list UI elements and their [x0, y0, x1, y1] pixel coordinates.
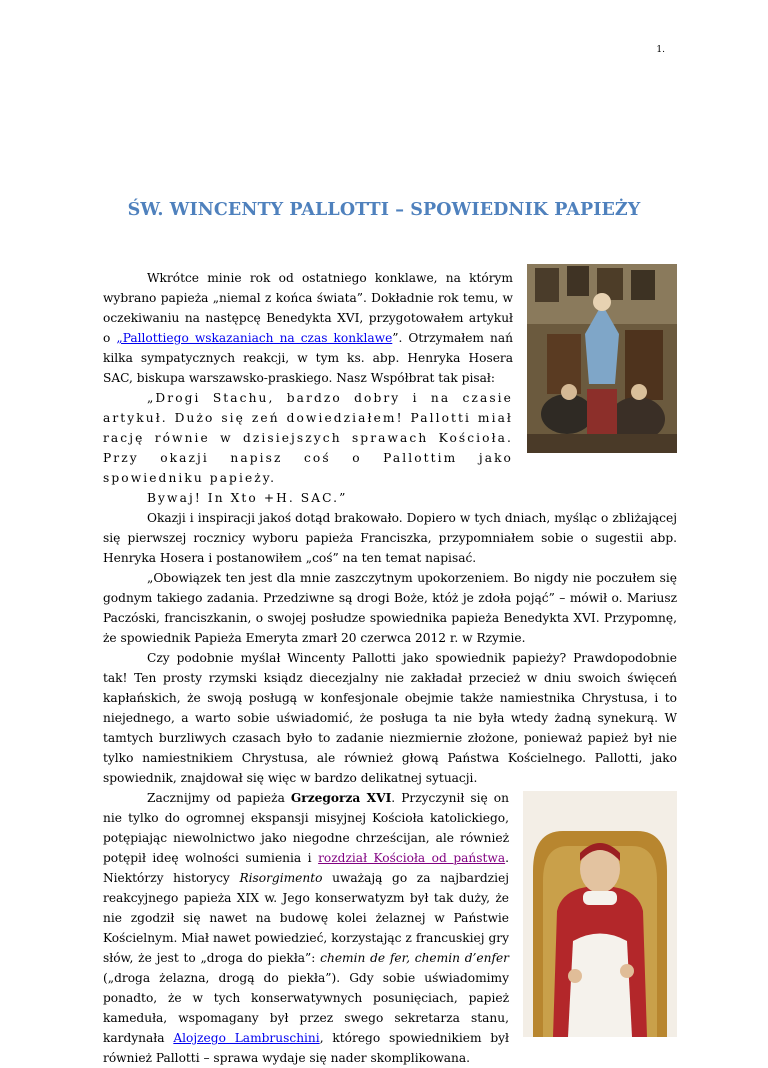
article-body — [103, 268, 677, 1068]
pope-gregory-portrait — [523, 791, 677, 1037]
confessional-painting — [527, 264, 677, 453]
page-title: ŚW. WINCENTY PALLOTTI – SPOWIEDNIK PAPIEŻY — [127, 200, 641, 220]
paragraph-paczoski: „Obowiązek ten jest dla mnie zaszczytnym upokorzeniem. Bo nigdy nie poczułem się godnym takiego zadania. Przedziwne są drogi Boże, któż je zdoła pojąć” – mówił o. Mariusz Paczóski, franciszkanin, o swojej posłudze spowiednika papieża Benedykta XVI. Przypomnę, że spowiednik Papieża Emeryta zmarł 20 czerwca 2012 r. w Rzymie. — [103, 571, 677, 645]
quote-text: „Drogi Stachu, bardzo dobry i na czasie artykuł. Dużo się zeń dowiedziałem! Pallotti miał rację równie w dzisiejszych sprawach Kościoła. Przy okazji napisz coś o Pallottim jako spowiedniku papieży. — [103, 391, 513, 485]
page-number: 1. — [656, 45, 665, 55]
link-lambruschini[interactable]: Alojzego Lambruschini — [173, 1031, 320, 1045]
quote-signature: Bywaj! In Xto +H. SAC.” — [147, 491, 348, 505]
link-pallotti-konklawe[interactable]: „Pallottiego wskazaniach na czas konklawe — [116, 331, 393, 345]
paragraph-pallotti-confessor: Czy podobnie myślał Wincenty Pallotti jako spowiednik papieży? Prawdopodobnie tak! Ten prosty rzymski ksiądz diecezjalny nie zakładał przecież w dniu swoich święceń kapłańskich, że swoją posługą w konfesjonale obejmie także namiestnika Chrystusa, i to niejednego, a warto sobie uświadomić, że posługa ta nie była wtedy żadną synekurą. W tamtych burzliwych czasach było to zadanie niezmiernie złożone, ponieważ papież był nie tylko namiestnikiem Chrystusa, ale również głową Państwa Kościelnego. Pallotti, jako spowiednik, znajdował się więc w bardzo delikatnej sytuacji. — [103, 651, 677, 785]
paragraph-intro: Wkrótce minie rok od ostatniego konklawe, na którym wybrano papieża „niemal z końca świata”. Dokładnie rok temu, w oczekiwaniu na następcę Benedykta XVI, przygotowałem artykuł o „Pallottiego wskazaniach na czas konklawe”. Otrzymałem nań kilka sympatycznych reakcji, w tym ks. abp. Henryka Hosera SAC, biskupa warszawsko-praskiego. Nasz Współbrat tak pisał: — [103, 271, 513, 385]
link-church-state-separation[interactable]: rozdział Kościoła od państwa — [318, 851, 506, 865]
paragraph-inspiration: Okazji i inspiracji jakoś dotąd brakowało. Dopiero w tych dniach, myśląc o zbliżającej się pierwszej rocznicy wyboru papieża Franciszka, przypomniałem sobie o sugestii abp. Henryka Hosera i postanowiłem „coś” na ten temat napisać. — [103, 511, 677, 565]
paragraph-gregory: Zacznijmy od papieża Grzegorza XVI. Przyczynił się on nie tylko do ogromnej ekspansji misyjnej Kościoła katolickiego, potępiając niewolnictwo jako niegodne chrześcijan, ale również potępił ideę wolności sumienia i rozdział Kościoła od państwa. Niektórzy historycy Risorgimento uważają go za najbardziej reakcyjnego papieża XIX w. Jego konserwatyzm był tak duży, że nie zgodził się nawet na budowę kolei żelaznej w Państwie Kościelnym. Miał nawet powiedzieć, korzystając z francuskiej gry słów, że jest to „droga do piekła”: chemin de fer, chemin d’enfer („droga żelazna, drogą do piekła”). Gdy sobie uświadomimy ponadto, że w tych konserwatywnych posunięciach, papież kameduła, wspomagany był przez swego sekretarza stanu, kardynała Alojzego Lambruschini, którego spowiednikiem był również Pallotti – sprawa wydaje się nader skomplikowana. — [103, 791, 510, 1065]
